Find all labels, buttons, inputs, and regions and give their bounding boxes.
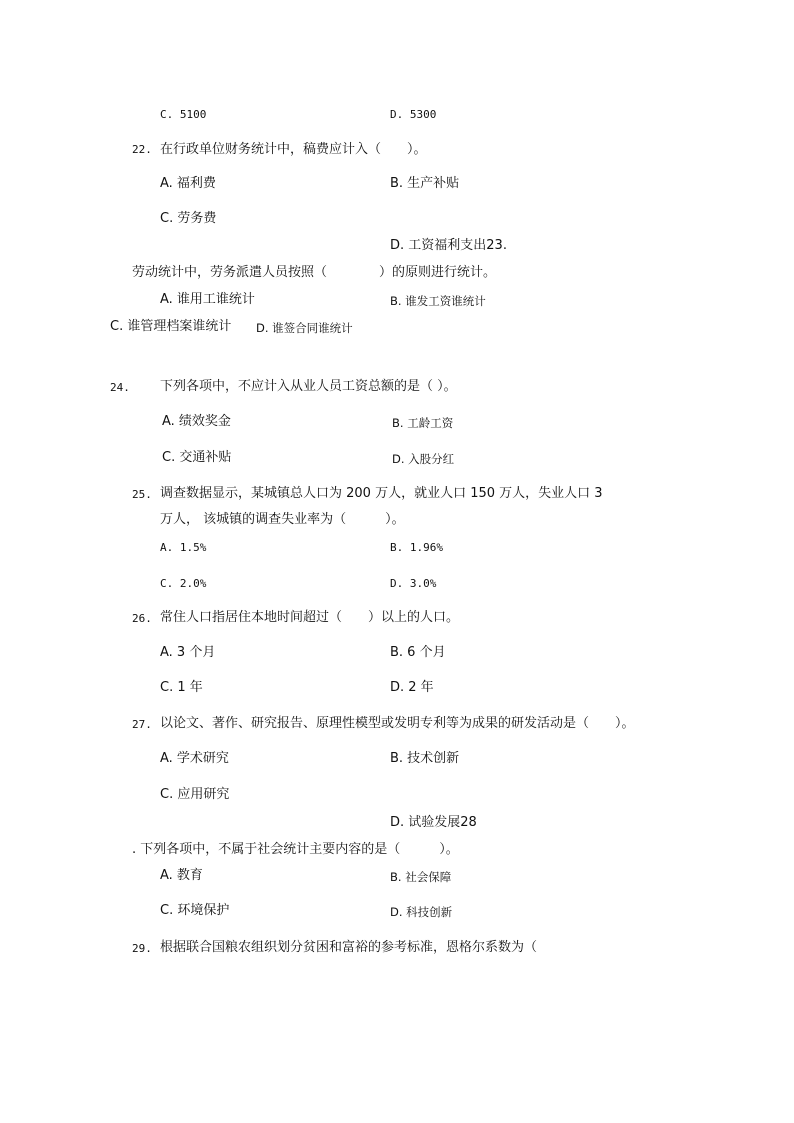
- option-a: A. 3 个月: [160, 645, 216, 660]
- question-number: 24.: [110, 381, 130, 394]
- option-a: A. 谁用工谁统计: [160, 292, 255, 307]
- question-text: 常住人口指居住本地时间超过（ ）以上的人口。: [160, 610, 460, 625]
- option-b: B. 6 个月: [390, 645, 446, 660]
- option-a: A. 绩效奖金: [162, 414, 231, 429]
- option-a: A. 福利费: [160, 176, 216, 191]
- option-b: B. 技术创新: [390, 751, 460, 766]
- question-text: 劳动统计中，劳务派遣人员按照（ ）的原则进行统计。: [132, 265, 497, 280]
- question-number: 25.: [132, 488, 152, 501]
- option-b: B. 生产补贴: [390, 176, 460, 191]
- question-number: 29.: [132, 942, 152, 955]
- question-number: 26.: [132, 612, 152, 625]
- option-c: C. 2.0%: [160, 577, 207, 590]
- option-c: C. 劳务费: [160, 211, 217, 226]
- option-d: D. 2 年: [390, 680, 434, 695]
- option-b: B. 工龄工资: [392, 416, 454, 430]
- option-a: A. 1.5%: [160, 541, 207, 554]
- option-b: B. 1.96%: [390, 541, 443, 554]
- option-c: C. 5100: [160, 108, 207, 121]
- option-c: C. 环境保护: [160, 903, 230, 918]
- question-text: 以论文、著作、研究报告、原理性模型或发明专利等为成果的研发活动是（ ）。: [160, 716, 635, 731]
- option-d: D. 科技创新: [390, 905, 453, 919]
- option-c: C. 交通补贴: [162, 450, 232, 465]
- option-b: B. 社会保障: [390, 870, 452, 884]
- option-a: A. 教育: [160, 868, 203, 883]
- option-d: D. 工资福利支出23.: [390, 238, 507, 253]
- question-text: 调查数据显示，某城镇总人口为 200 万人，就业人口 150 万人，失业人口 3: [160, 486, 603, 501]
- option-c: C. 应用研究: [160, 787, 230, 802]
- option-d: D. 入股分红: [392, 452, 455, 466]
- option-a: A. 学术研究: [160, 751, 229, 766]
- question-text-continued: 万人， 该城镇的调查失业率为（ ）。: [160, 512, 405, 527]
- question-text: . 下列各项中，不属于社会统计主要内容的是（ ）。: [132, 842, 459, 857]
- option-d: D. 3.0%: [390, 577, 437, 590]
- question-text: 下列各项中，不应计入从业人员工资总额的是（ ）。: [160, 379, 457, 394]
- question-text: 根据联合国粮农组织划分贫困和富裕的参考标准，恩格尔系数为（: [160, 940, 538, 955]
- option-d: D. 谁签合同谁统计: [256, 321, 353, 335]
- option-c: C. 谁管理档案谁统计: [110, 319, 232, 334]
- question-number: 27.: [132, 718, 152, 731]
- option-d: D. 试验发展28: [390, 815, 477, 830]
- option-d: D. 5300: [390, 108, 437, 121]
- question-number: 22.: [132, 143, 152, 156]
- option-b: B. 谁发工资谁统计: [390, 294, 486, 308]
- option-c: C. 1 年: [160, 680, 203, 695]
- question-text: 在行政单位财务统计中，稿费应计入（ ）。: [160, 142, 427, 157]
